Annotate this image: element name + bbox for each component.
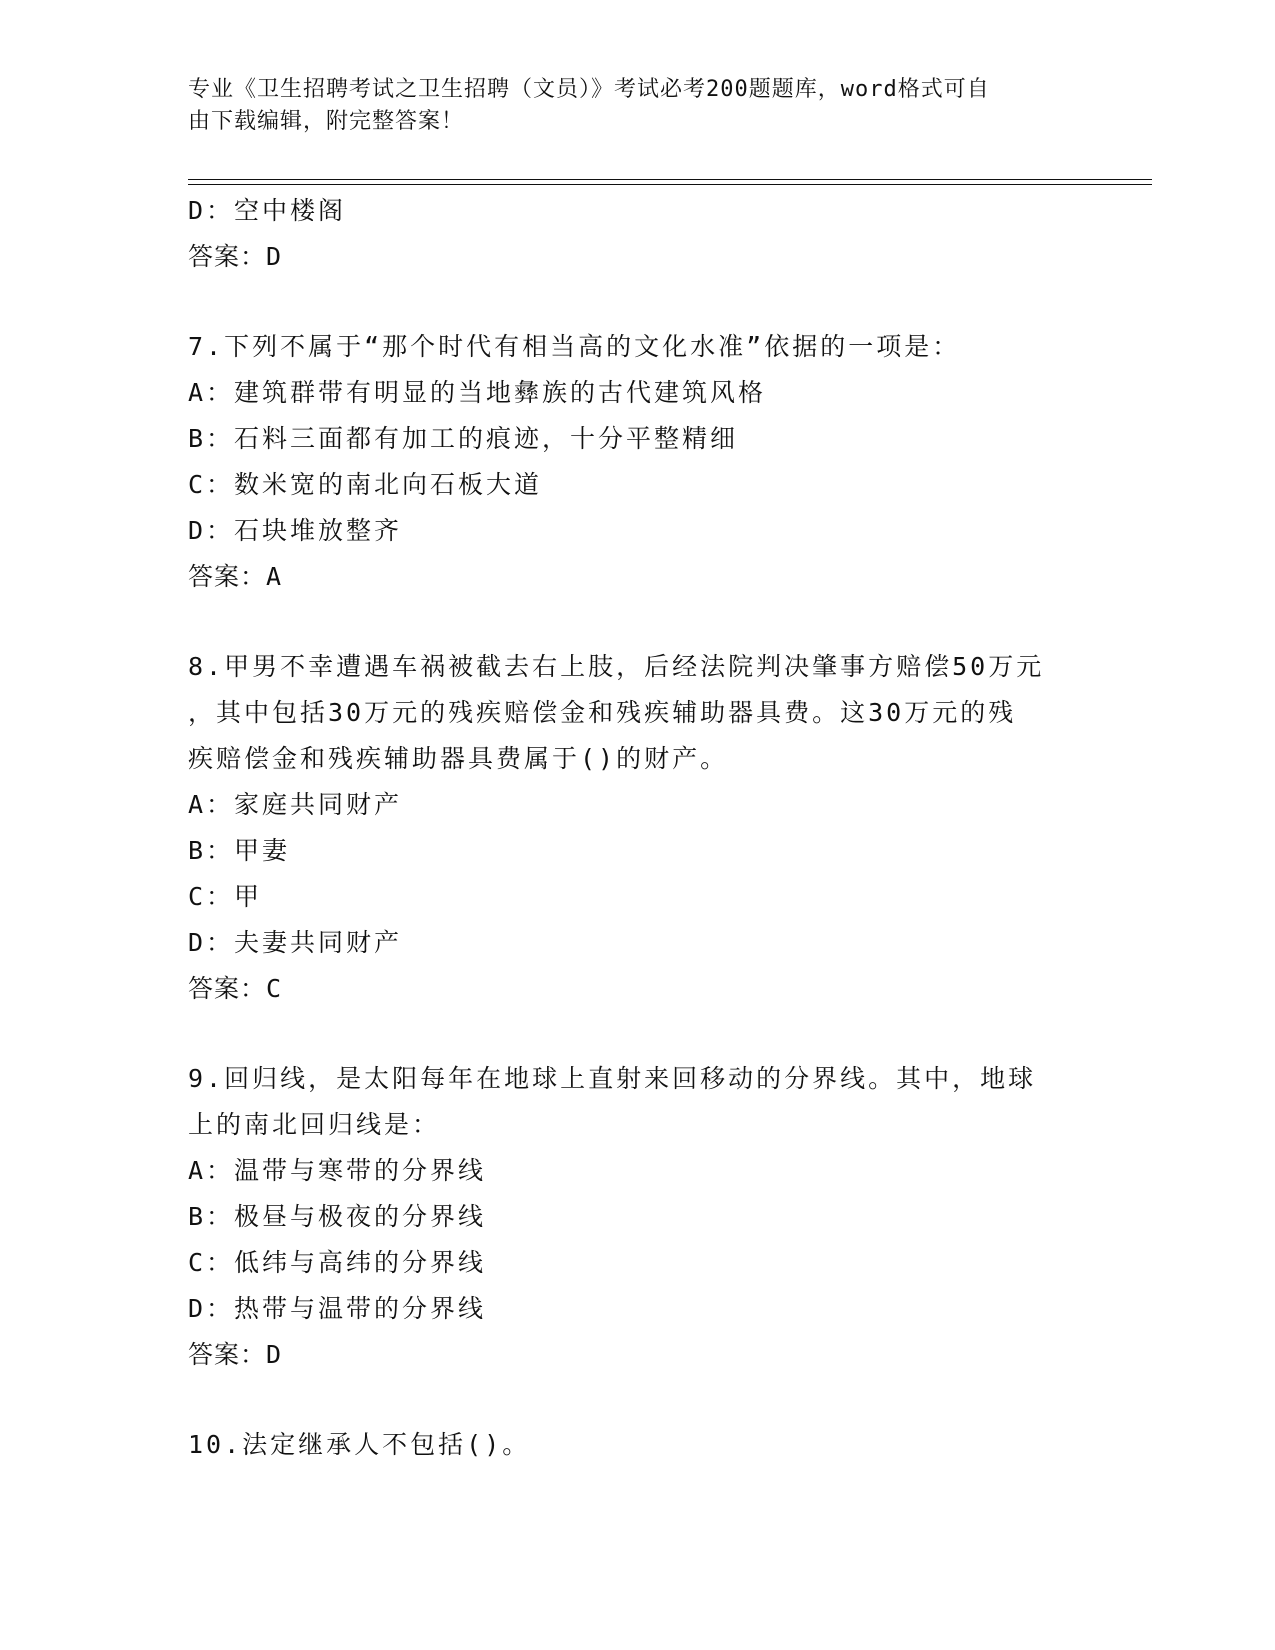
question-stem: 9.回归线，是太阳每年在地球上直射来回移动的分界线。其中，地球	[188, 1064, 1037, 1093]
answer-label: 答案：	[188, 1340, 267, 1369]
option-d: D：夫妻共同财产	[188, 928, 403, 957]
answer-value: D	[266, 1340, 283, 1369]
option-a: A：温带与寒带的分界线	[188, 1156, 487, 1185]
answer-label: 答案：	[188, 974, 267, 1003]
option-c: C：低纬与高纬的分界线	[188, 1248, 487, 1277]
question-stem: 疾赔偿金和残疾辅助器具费属于()的财产。	[188, 744, 729, 773]
option-d: D：石块堆放整齐	[188, 516, 403, 545]
question-stem: 8.甲男不幸遭遇车祸被截去右上肢，后经法院判决肇事方赔偿50万元	[188, 652, 1045, 681]
question-stem: ，其中包括30万元的残疾赔偿金和残疾辅助器具费。这30万元的残	[188, 698, 1017, 727]
header-divider-top	[188, 179, 1152, 180]
option-b: B：极昼与极夜的分界线	[188, 1202, 487, 1231]
option-b: B：甲妻	[188, 836, 291, 865]
question-10	[188, 1422, 1088, 1468]
answer-value: C	[266, 974, 283, 1003]
question-9	[188, 1056, 1088, 1378]
answer-value: D	[266, 242, 283, 271]
question-7	[188, 324, 1088, 600]
header-line-2: 由下载编辑，附完整答案！	[188, 109, 465, 134]
answer-line	[188, 234, 1088, 280]
answer-label: 答案：	[188, 242, 267, 271]
option-b: B：石料三面都有加工的痕迹，十分平整精细	[188, 424, 739, 453]
spacer	[188, 280, 1088, 324]
option-c: C：甲	[188, 882, 263, 911]
answer-line	[188, 554, 1088, 600]
question-list	[188, 188, 1088, 1468]
document-header	[188, 74, 1068, 138]
option-d: D：热带与温带的分界线	[188, 1294, 487, 1323]
option-c: C：数米宽的南北向石板大道	[188, 470, 543, 499]
answer-line	[188, 966, 1088, 1012]
spacer	[188, 1378, 1088, 1422]
answer-value: A	[266, 562, 283, 591]
question-8	[188, 644, 1088, 1012]
spacer	[188, 600, 1088, 644]
header-line-1: 专业《卫生招聘考试之卫生招聘（文员）》考试必考200题题库，word格式可自	[188, 77, 990, 102]
option-d: D：空中楼阁	[188, 196, 347, 225]
header-divider-bottom	[188, 184, 1152, 185]
answer-label: 答案：	[188, 562, 267, 591]
answer-line	[188, 1332, 1088, 1378]
option-a: A：家庭共同财产	[188, 790, 403, 819]
option-a: A：建筑群带有明显的当地彝族的古代建筑风格	[188, 378, 767, 407]
question-stem: 10.法定继承人不包括()。	[188, 1430, 531, 1459]
question-6-tail	[188, 188, 1088, 280]
question-stem: 上的南北回归线是：	[188, 1110, 441, 1139]
question-stem: 7.下列不属于“那个时代有相当高的文化水准”依据的一项是：	[188, 332, 961, 361]
spacer	[188, 1012, 1088, 1056]
